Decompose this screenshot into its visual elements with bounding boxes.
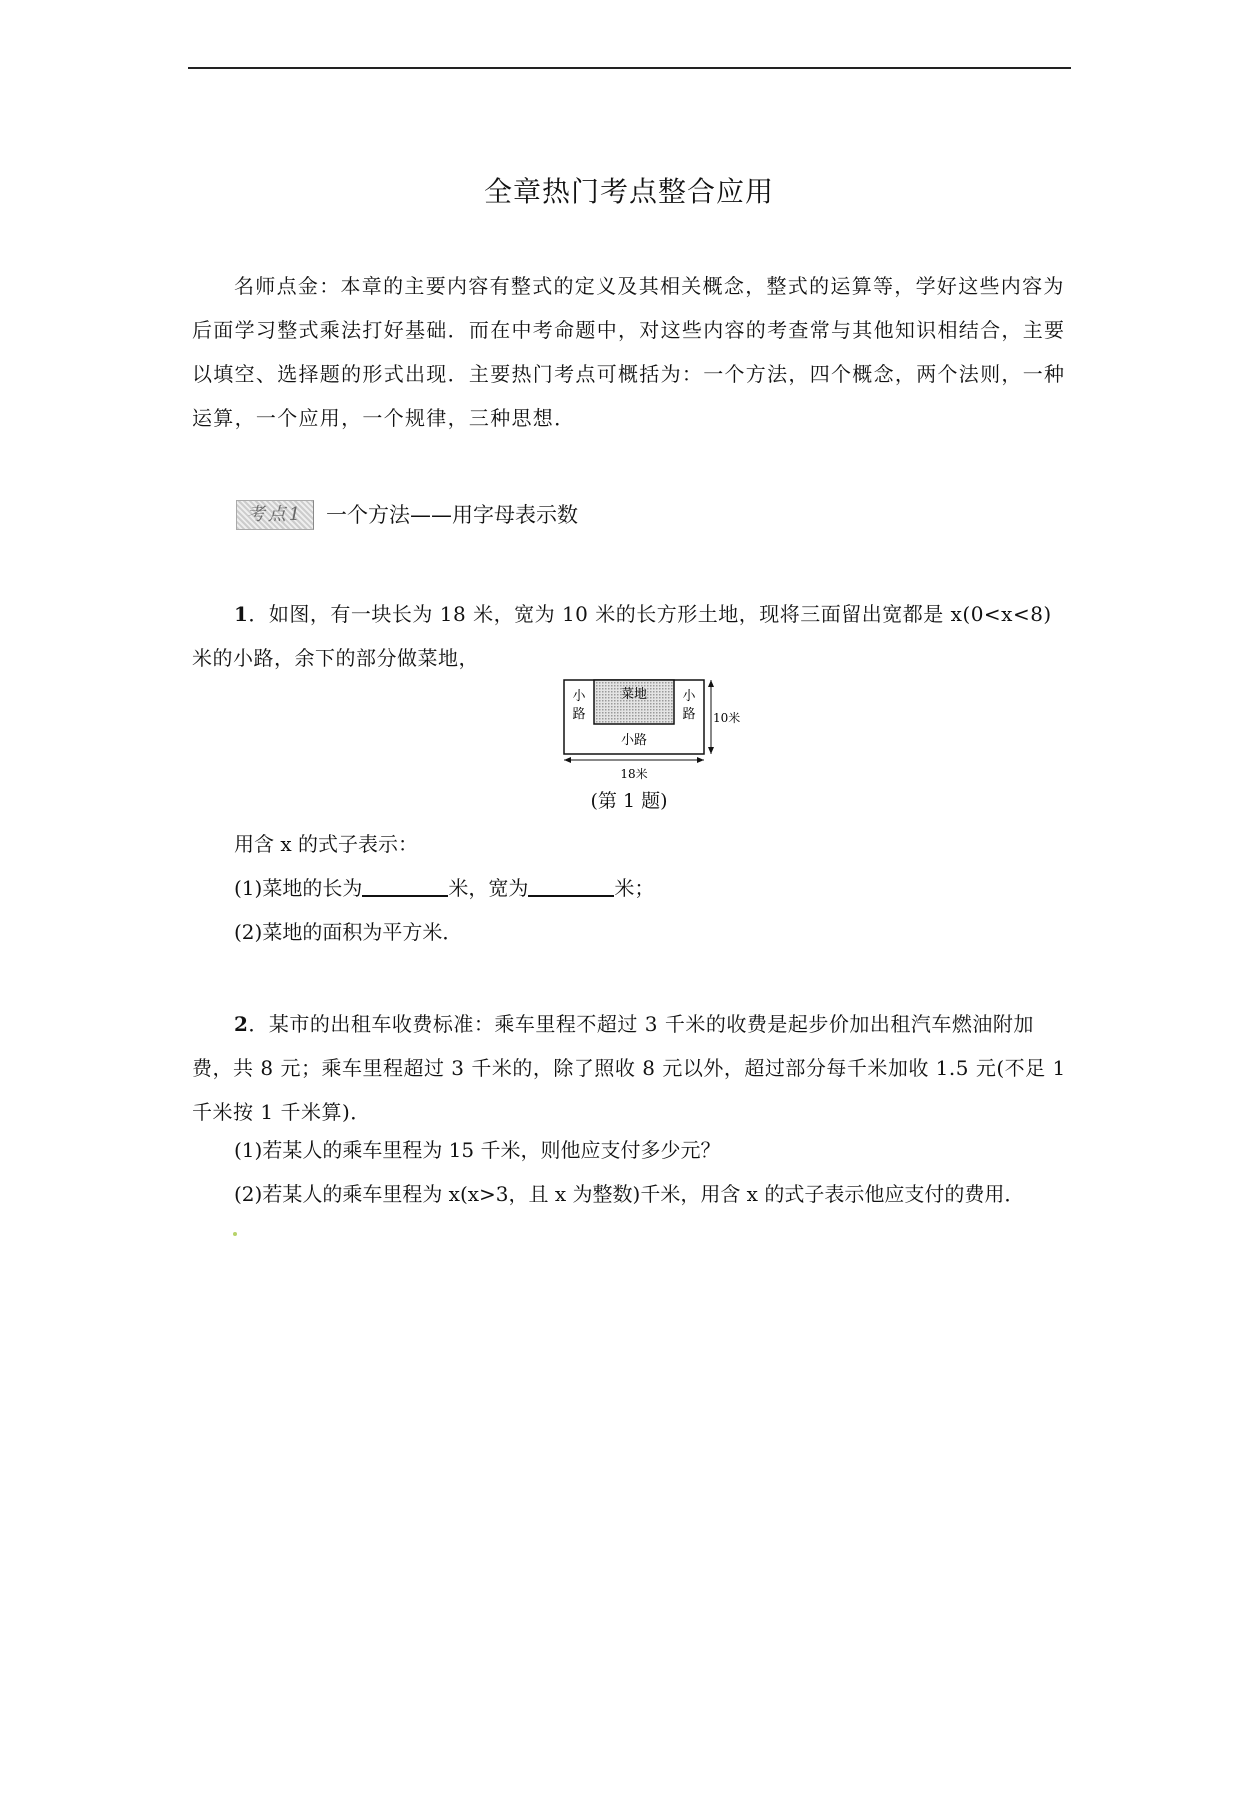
question-1-number: 1 — [234, 602, 249, 626]
section-title: 一个方法——用字母表示数 — [326, 503, 578, 527]
question-2-part-1: (1)若某人的乘车里程为 15 千米，则他应支付多少元？ — [234, 1138, 721, 1162]
section-badge: 考点1 — [236, 500, 314, 530]
question-1-part-2: (2)菜地的面积为平方米． — [234, 920, 463, 944]
answer-blank-length[interactable] — [362, 877, 448, 897]
question-2 — [192, 1002, 1072, 1134]
question-1-prompt: 用含 x 的式子表示： — [234, 832, 418, 856]
answer-blank-width[interactable] — [528, 877, 614, 897]
question-1-text: ．如图，有一块长为 18 米，宽为 10 米的长方形土地，现将三面留出宽都是 x(0<x<8)米的小路，余下的部分做菜地， — [192, 602, 1052, 670]
question-1-diagram — [560, 676, 741, 784]
left-path-label-1: 小 — [572, 689, 586, 704]
bottom-path-label: 小路 — [620, 733, 648, 748]
question-2-number: 2 — [234, 1012, 249, 1036]
header-rule — [188, 67, 1071, 69]
width-label: 18米 — [620, 767, 648, 781]
field-label: 菜地 — [620, 687, 648, 702]
question-1-part-1: (1)菜地的长为 米，宽为 米； — [234, 876, 655, 900]
right-path-label-1: 小 — [682, 689, 696, 704]
question-2-part-2: (2)若某人的乘车里程为 x(x>3，且 x 为整数)千米，用含 x 的式子表示他应支付的费用． — [234, 1182, 1025, 1206]
question-2-text: ．某市的出租车收费标准：乘车里程不超过 3 千米的收费是起步价加出租汽车燃油附加费，共 8 元；乘车里程超过 3 千米的，除了照收 8 元以外，超过部分每千米加收 1.5 元(不足 1 千米按 1 千米算)． — [192, 1012, 1066, 1124]
stray-mark — [233, 1232, 237, 1236]
height-label: 10米 — [713, 711, 741, 725]
question-1 — [192, 592, 1072, 680]
left-path-label-2: 路 — [572, 707, 586, 722]
right-path-label-2: 路 — [682, 707, 696, 722]
page-title: 全章热门考点整合应用 — [483, 175, 774, 208]
figure-caption: (第 1 题) — [590, 790, 668, 812]
intro-paragraph: 名师点金：本章的主要内容有整式的定义及其相关概念，整式的运算等，学好这些内容为后面学习整式乘法打好基础．而在中考命题中，对这些内容的考查常与其他知识相结合，主要以填空、选择题的形式出现．主要热门考点可概括为：一个方法，四个概念，两个法则，一种运算，一个应用，一个规律，三种思想． — [192, 274, 1066, 430]
